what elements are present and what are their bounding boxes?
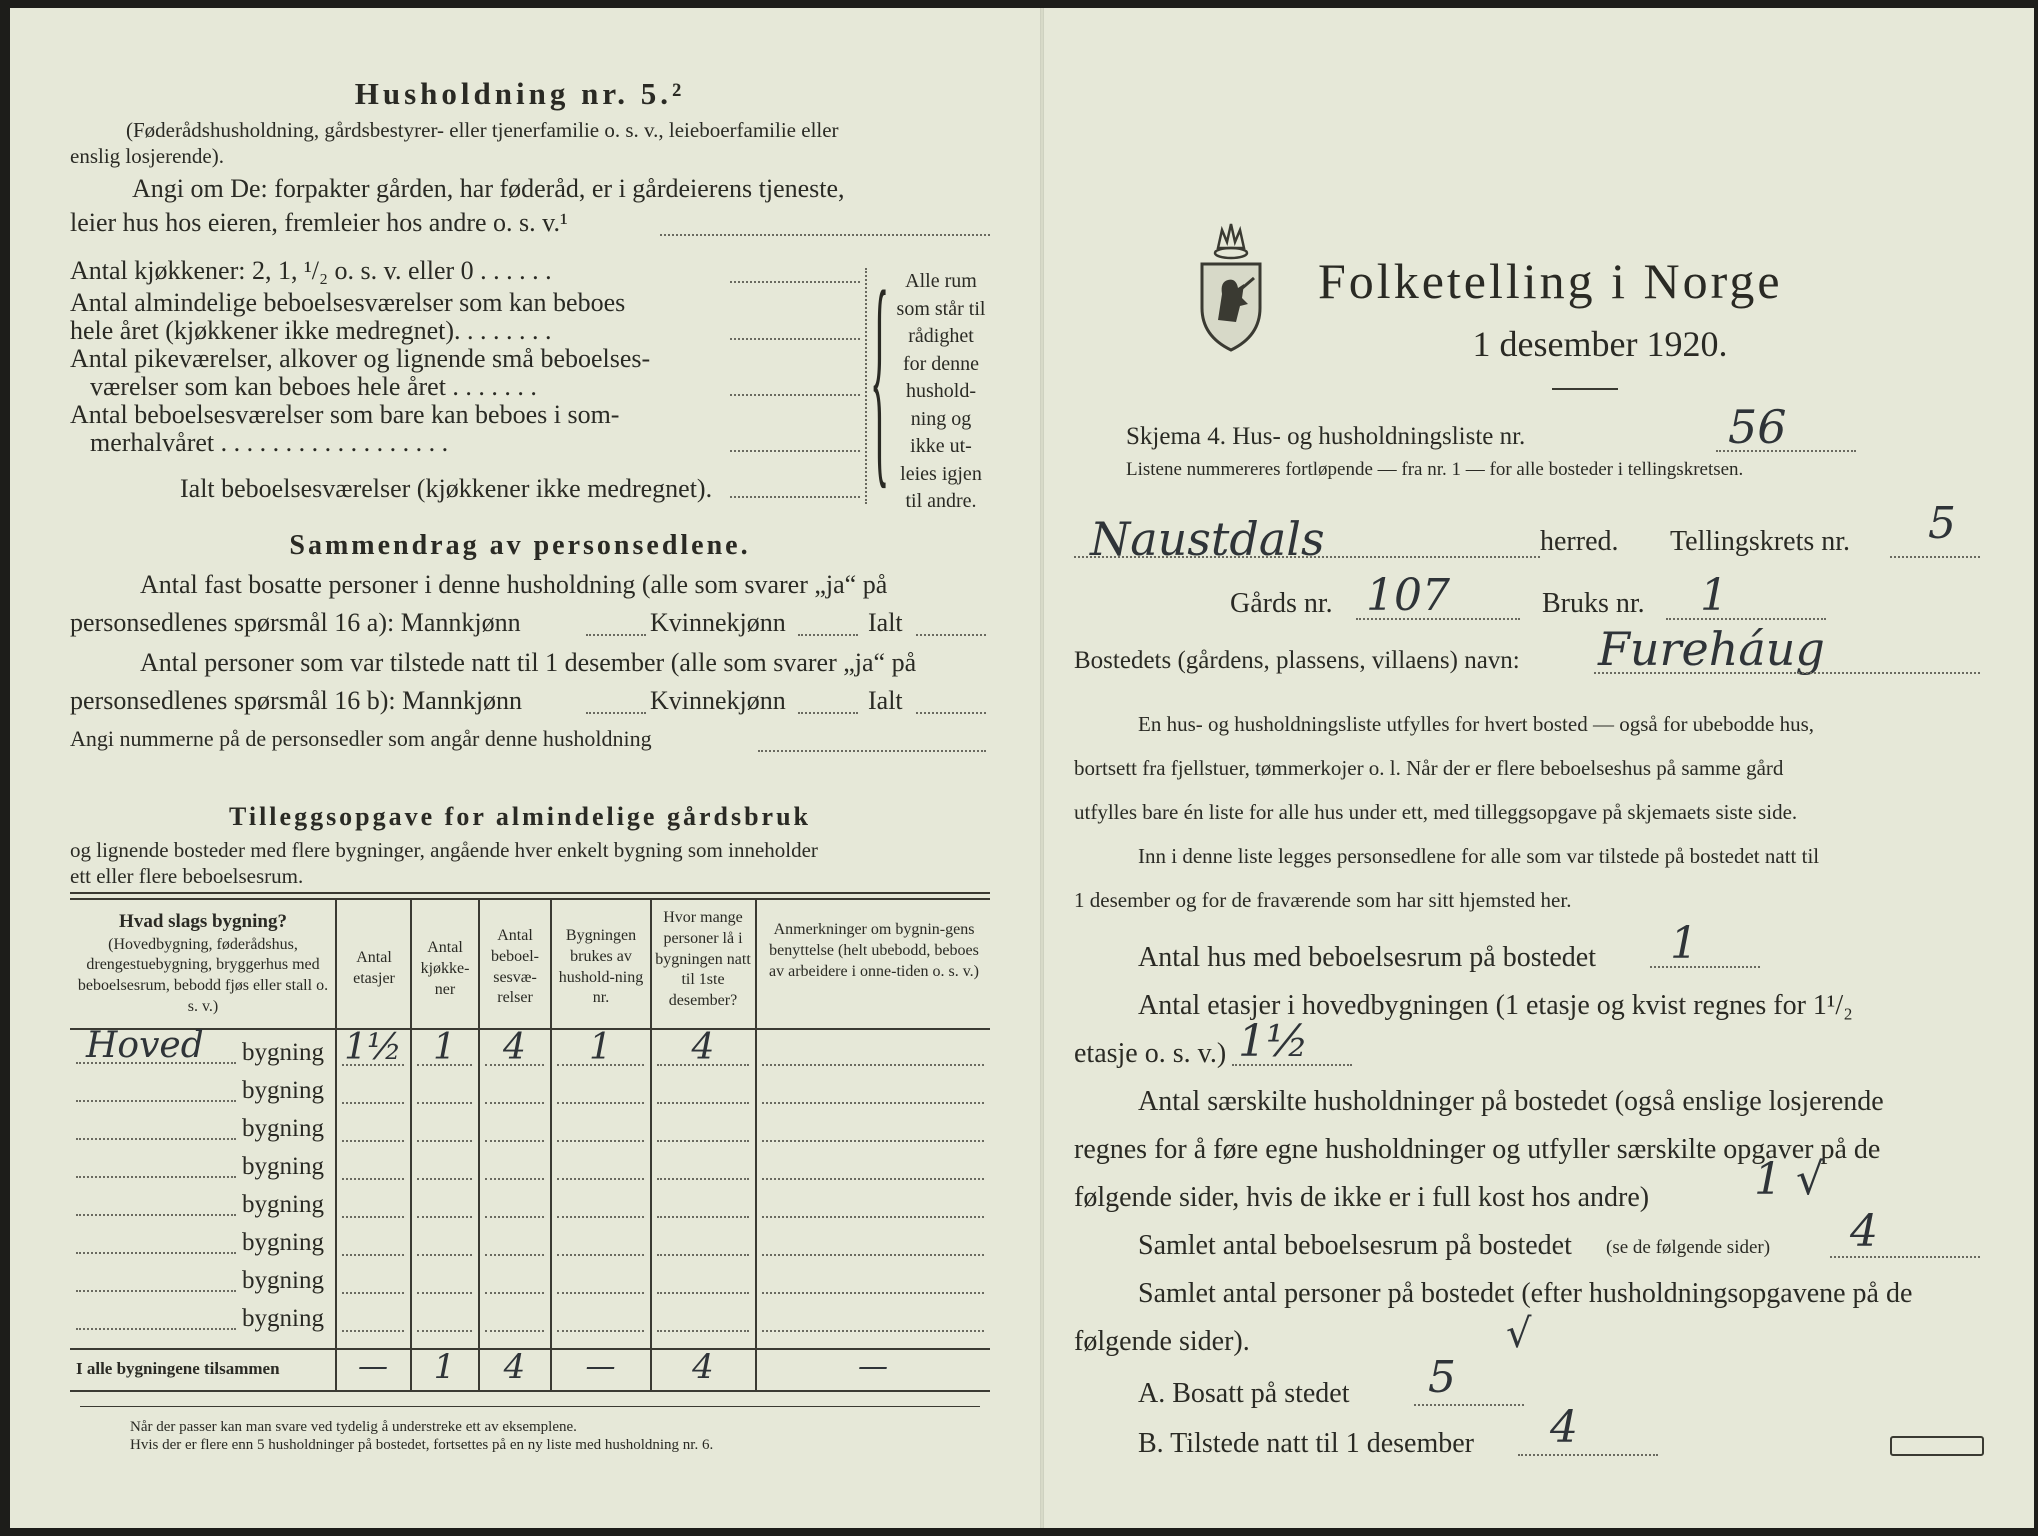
cell-line <box>342 1102 404 1104</box>
summary-line-2: personsedlenes spørsmål 16 a): Mannkjønn <box>70 608 521 637</box>
total-rooms-site-line <box>1830 1256 1980 1258</box>
cell-line <box>657 1330 749 1332</box>
building-type-value[interactable]: Hoved <box>86 1025 204 1066</box>
angi-answer-line[interactable] <box>660 234 990 236</box>
resident-total-line[interactable] <box>916 634 986 636</box>
houses-label: Antal hus med beboelsesrum på bostedet <box>1138 942 1597 973</box>
households-label-2: regnes for å føre egne husholdninger og utfyller særskilte opgaver på de <box>1074 1134 1881 1165</box>
houses-line <box>1650 966 1760 968</box>
household-title: Husholdning nr. 5.² <box>354 76 686 111</box>
building-suffix: bygning <box>242 1115 324 1142</box>
table-top-rule <box>70 892 990 894</box>
cell-line <box>557 1178 644 1180</box>
cell-line <box>342 1140 404 1142</box>
municipality-line <box>1074 556 1540 558</box>
cell-line <box>485 1140 544 1142</box>
col-divider <box>410 898 412 1390</box>
households-value[interactable]: 1 √ <box>1754 1154 1825 1205</box>
building-suffix: bygning <box>242 1039 324 1066</box>
cell-line <box>762 1216 984 1218</box>
cell-line <box>762 1330 984 1332</box>
cell-line <box>557 1064 644 1066</box>
col-divider <box>478 898 480 1390</box>
summary-line-3: Antal personer som var tilstede natt til 1 desember (alle som svarer „ja“ på <box>140 648 917 677</box>
page-fold <box>1040 8 1044 1528</box>
total-kitchens[interactable]: 1 <box>433 1347 456 1387</box>
col-divider <box>755 898 757 1390</box>
building-suffix: bygning <box>242 1229 324 1256</box>
cell-line <box>657 1178 749 1180</box>
cell-line <box>485 1330 544 1332</box>
place-name-label: Bostedets (gårdens, plassens, villaens) navn: <box>1074 647 1520 674</box>
cell-line <box>342 1064 404 1066</box>
cell-line <box>762 1102 984 1104</box>
summer-rooms-label-2: merhalvåret . . . . . . . . . . . . . . . . . . <box>90 428 449 457</box>
supplement-title: Tilleggsopgave for almindelige gårdsbruk <box>228 802 812 831</box>
building-suffix: bygning <box>242 1305 324 1332</box>
floors-value[interactable]: 1½ <box>1238 1016 1309 1067</box>
cell-line <box>417 1254 472 1256</box>
cell-line <box>762 1254 984 1256</box>
person-numbers-line[interactable] <box>758 750 986 752</box>
total-rooms-site-label: Samlet antal beboelsesrum på bostedet <box>1138 1230 1572 1261</box>
numbering-note: Listene nummereres fortløpende — fra nr. 1 — for alle bosteder i tellingskretsen. <box>1126 459 1744 480</box>
cell-line <box>557 1254 644 1256</box>
cell-line <box>485 1102 544 1104</box>
present-value[interactable]: 4 <box>1550 1402 1578 1453</box>
form-title: Folketelling i Norge <box>1318 253 1783 309</box>
present-male-line[interactable] <box>586 712 646 714</box>
rooms-answer-divider <box>865 268 867 504</box>
district-label: Tellingskrets nr. <box>1670 526 1851 557</box>
total-floors[interactable]: — <box>358 1349 388 1384</box>
bracket-note-line: Alle rum <box>905 270 977 292</box>
summer-rooms-answer-line[interactable] <box>730 450 860 452</box>
census-date: 1 desember 1920. <box>1472 324 1728 364</box>
cell-line <box>417 1216 472 1218</box>
cell-line <box>417 1292 472 1294</box>
cell-vaerelser[interactable]: 4 <box>503 1027 526 1068</box>
cell-line <box>557 1140 644 1142</box>
total-rooms-site-note: (se de følgende sider) <box>1606 1237 1771 1258</box>
list-number-line <box>1716 450 1856 452</box>
cell-line <box>417 1178 472 1180</box>
col-divider <box>650 898 652 1390</box>
place-name-line <box>1594 672 1980 674</box>
maid-rooms-label-2: værelser som kan beboes hele året . . . . . . . <box>90 372 537 401</box>
cell-line <box>657 1064 749 1066</box>
list-number[interactable]: 56 <box>1728 400 1787 454</box>
table-bottom-rule <box>70 1390 990 1392</box>
cell-line <box>342 1254 404 1256</box>
cell-line <box>557 1292 644 1294</box>
municipality-value[interactable]: Naustdals <box>1090 512 1325 566</box>
total-rooms-label: Ialt beboelsesværelser (kjøkkener ikke medregnet). <box>180 474 713 503</box>
summary-title: Sammendrag av personsedlene. <box>289 530 751 561</box>
resident-value[interactable]: 5 <box>1428 1352 1456 1403</box>
building-type-line <box>76 1252 236 1254</box>
summary-line-1: Antal fast bosatte personer i denne husholdning (alle som svarer „ja“ på <box>140 570 888 599</box>
coat-of-arms-icon <box>1196 208 1266 358</box>
household-subtitle-line-2: enslig losjerende). <box>70 144 224 168</box>
cell-line <box>657 1102 749 1104</box>
household-subtitle-line-1: (Føderådshusholdning, gårdsbestyrer- eller tjenerfamilie o. s. v., leieboerfamilie eller <box>126 118 839 142</box>
present-total-line[interactable] <box>916 712 986 714</box>
resident-total-label: Ialt <box>868 608 903 637</box>
holding-number-line <box>1666 618 1826 620</box>
title-divider <box>1552 388 1618 390</box>
cell-line <box>417 1330 472 1332</box>
present-female-label: Kvinnekjønn <box>650 686 786 715</box>
col-divider <box>550 898 552 1390</box>
supplement-line-2: ett eller flere beboelsesrum. <box>70 864 304 888</box>
maid-rooms-label-1: Antal pikeværelser, alkover og lignende små beboelses- <box>70 344 651 373</box>
cell-line <box>485 1216 544 1218</box>
resident-line <box>1414 1404 1524 1406</box>
cell-kjokken[interactable]: 1 <box>433 1027 456 1068</box>
footnote-rule <box>80 1406 980 1407</box>
angi-line-2: leier hus hos eieren, fremleier hos andre o. s. v.¹ <box>70 208 568 237</box>
building-type-line <box>76 1214 236 1216</box>
header-persons: Hvor mange personer lå i bygningen natt til 1ste desember? <box>655 909 751 1010</box>
ordinary-rooms-label-2: hele året (kjøkkener ikke medregnet). . . . . . . . <box>70 316 552 345</box>
present-label: B. Tilstede natt til 1 desember <box>1138 1428 1474 1459</box>
cell-etasjer[interactable]: 1½ <box>344 1027 402 1068</box>
households-label-1: Antal særskilte husholdninger på bostedet (også enslige losjerende <box>1138 1086 1884 1117</box>
header-remarks: Anmerkninger om bygnin-gens benyttelse (helt ubebodd, beboes av arbeidere i onne-tiden o. s. v.) <box>769 921 979 980</box>
header-building-type: Hvad slags bygning? (Hovedbygning, føderådshus, drengestuebygning, bryggerhus med beboelsesrum, bebodd fjøs eller stall o. s. v.) <box>77 911 329 1016</box>
header-kitchens: Antal kjøkke-ner <box>420 939 470 998</box>
farm-number-value[interactable]: 107 <box>1366 570 1450 621</box>
info-line-5: 1 desember og for de fraværende som har sitt hjemsted her. <box>1074 888 1572 912</box>
cell-line <box>485 1178 544 1180</box>
cell-line <box>657 1292 749 1294</box>
present-line <box>1518 1454 1658 1456</box>
total-rooms-answer-line[interactable] <box>730 496 860 498</box>
building-type-line <box>76 1328 236 1330</box>
present-female-line[interactable] <box>798 712 858 714</box>
bracket-note-line: rådighet <box>908 325 974 347</box>
cell-line <box>557 1216 644 1218</box>
summary-line-4: personsedlenes spørsmål 16 b): Mannkjønn <box>70 686 523 715</box>
header-household-nr: Bygningen brukes av hushold-ning nr. <box>558 927 644 1007</box>
cell-line <box>485 1064 544 1066</box>
farm-number-label: Gårds nr. <box>1230 588 1333 619</box>
census-form-sheet <box>10 8 2034 1528</box>
municipality-label: herred. <box>1540 526 1619 557</box>
houses-value[interactable]: 1 <box>1670 918 1698 969</box>
cell-line <box>342 1178 404 1180</box>
supplement-line-1: og lignende bosteder med flere bygninger, angående hver enkelt bygning som inneholder <box>70 838 818 862</box>
header-rooms: Antal beboel-sesvæ-relser <box>491 927 539 1007</box>
bracket-note <box>882 268 1000 516</box>
building-suffix: bygning <box>242 1267 324 1294</box>
resident-label: A. Bosatt på stedet <box>1138 1378 1350 1409</box>
bracket-note-line: som står til <box>896 297 986 320</box>
angi-line-1: Angi om De: forpakter gården, har føderåd, er i gårdeierens tjeneste, <box>132 174 845 203</box>
summary-line-5: Angi nummerne på de personsedler som angår denne husholdning <box>70 726 652 751</box>
cell-line <box>417 1102 472 1104</box>
cell-hushold[interactable]: 1 <box>589 1027 612 1068</box>
floors-label-2: etasje o. s. v.) <box>1074 1038 1227 1069</box>
info-line-2: bortsett fra fjellstuer, tømmerkojer o. l. Når der er flere beboelseshus på samme gård <box>1074 756 1784 780</box>
printer-stamp <box>1890 1436 1984 1456</box>
ordinary-rooms-label-1: Antal almindelige beboelsesværelser som kan beboes <box>70 288 626 317</box>
farm-number-line <box>1356 618 1520 620</box>
resident-male-line[interactable] <box>586 634 646 636</box>
maid-rooms-answer-line[interactable] <box>730 394 860 396</box>
cell-personer[interactable]: 4 <box>691 1027 715 1068</box>
total-persons-label-1: Samlet antal personer på bostedet (efter husholdningsopgavene på de <box>1138 1278 1913 1309</box>
bracket-brace: { <box>870 240 890 510</box>
cell-line <box>485 1292 544 1294</box>
cell-line <box>417 1140 472 1142</box>
resident-female-label: Kvinnekjønn <box>650 608 786 637</box>
cell-line <box>417 1064 472 1066</box>
bracket-note-line: for denne <box>902 352 980 375</box>
info-line-4: Inn i denne liste legges personsedlene for alle som var tilstede på bostedet natt til <box>1138 844 1820 868</box>
footnote-1: Når der passer kan man svare ved tydelig å understreke ett av eksemplene. <box>130 1419 577 1435</box>
info-line-3: utfylles bare én liste for alle hus under ett, med tilleggsopgave på skjemaets siste side. <box>1074 800 1798 824</box>
households-label-3: følgende sider, hvis de ikke er i full kost hos andre) <box>1074 1182 1650 1213</box>
building-type-line <box>76 1138 236 1140</box>
info-line-1: En hus- og husholdningsliste utfylles for hvert bosted — også for ubebodde hus, <box>1138 712 1814 736</box>
building-type-line <box>76 1176 236 1178</box>
floors-line <box>1232 1064 1352 1066</box>
total-row-label: I alle bygningene tilsammen <box>76 1359 280 1378</box>
holding-number-value[interactable]: 1 <box>1700 570 1728 621</box>
cell-line <box>657 1216 749 1218</box>
col-divider <box>335 898 337 1390</box>
cell-line <box>557 1330 644 1332</box>
cell-line <box>762 1292 984 1294</box>
building-type-line <box>76 1100 236 1102</box>
bracket-note-line: ikke ut- <box>910 435 972 457</box>
cell-line <box>342 1216 404 1218</box>
ordinary-rooms-answer-line[interactable] <box>730 338 860 340</box>
total-persons-check: √ <box>1506 1311 1532 1357</box>
building-suffix: bygning <box>242 1153 324 1180</box>
present-total-label: Ialt <box>868 686 903 715</box>
total-rooms-site-value[interactable]: 4 <box>1850 1206 1878 1257</box>
cell-line <box>762 1140 984 1142</box>
total-household-nr[interactable]: — <box>585 1349 616 1384</box>
total-persons[interactable]: 4 <box>692 1347 714 1387</box>
holding-number-label: Bruks nr. <box>1542 588 1645 619</box>
building-suffix: bygning <box>242 1191 324 1218</box>
bracket-note-line: leies igjen <box>900 462 982 485</box>
total-remarks[interactable]: — <box>858 1349 888 1384</box>
cell-line <box>557 1102 644 1104</box>
cell-line <box>485 1254 544 1256</box>
district-value[interactable]: 5 <box>1928 498 1956 549</box>
kitchens-answer-line[interactable] <box>730 281 860 283</box>
floors-label-1: Antal etasjer i hovedbygningen (1 etasje og kvist regnes for 1¹/₂ <box>1138 990 1853 1021</box>
bracket-note-line: til andre. <box>905 490 977 512</box>
table-top-rule <box>70 898 990 900</box>
district-line <box>1890 556 1980 558</box>
header-floors: Antal etasjer <box>353 949 395 987</box>
building-type-line <box>76 1062 236 1064</box>
cell-line <box>342 1292 404 1294</box>
resident-female-line[interactable] <box>798 634 858 636</box>
kitchens-label: Antal kjøkkener: 2, 1, ¹/₂ o. s. v. eller 0 . . . . . . <box>70 256 552 285</box>
cell-line <box>657 1140 749 1142</box>
cell-line <box>762 1178 984 1180</box>
cell-line <box>762 1064 984 1066</box>
schedule-label: Skjema 4. Hus- og husholdningsliste nr. <box>1126 423 1526 450</box>
building-type-line <box>76 1290 236 1292</box>
footnote-2: Hvis der er flere enn 5 husholdninger på bostedet, fortsettes på en ny liste med husholdning nr. 6. <box>130 1437 714 1453</box>
summer-rooms-label-1: Antal beboelsesværelser som bare kan beboes i som- <box>70 400 620 429</box>
bracket-note-line: hushold- <box>906 380 976 402</box>
bracket-note-line: ning og <box>910 407 972 430</box>
place-name-value[interactable]: Fureháug <box>1598 622 1825 676</box>
building-suffix: bygning <box>242 1077 324 1104</box>
total-rooms[interactable]: 4 <box>503 1347 526 1387</box>
total-persons-label-2: følgende sider). <box>1074 1326 1250 1357</box>
cell-line <box>657 1254 749 1256</box>
cell-line <box>342 1330 404 1332</box>
